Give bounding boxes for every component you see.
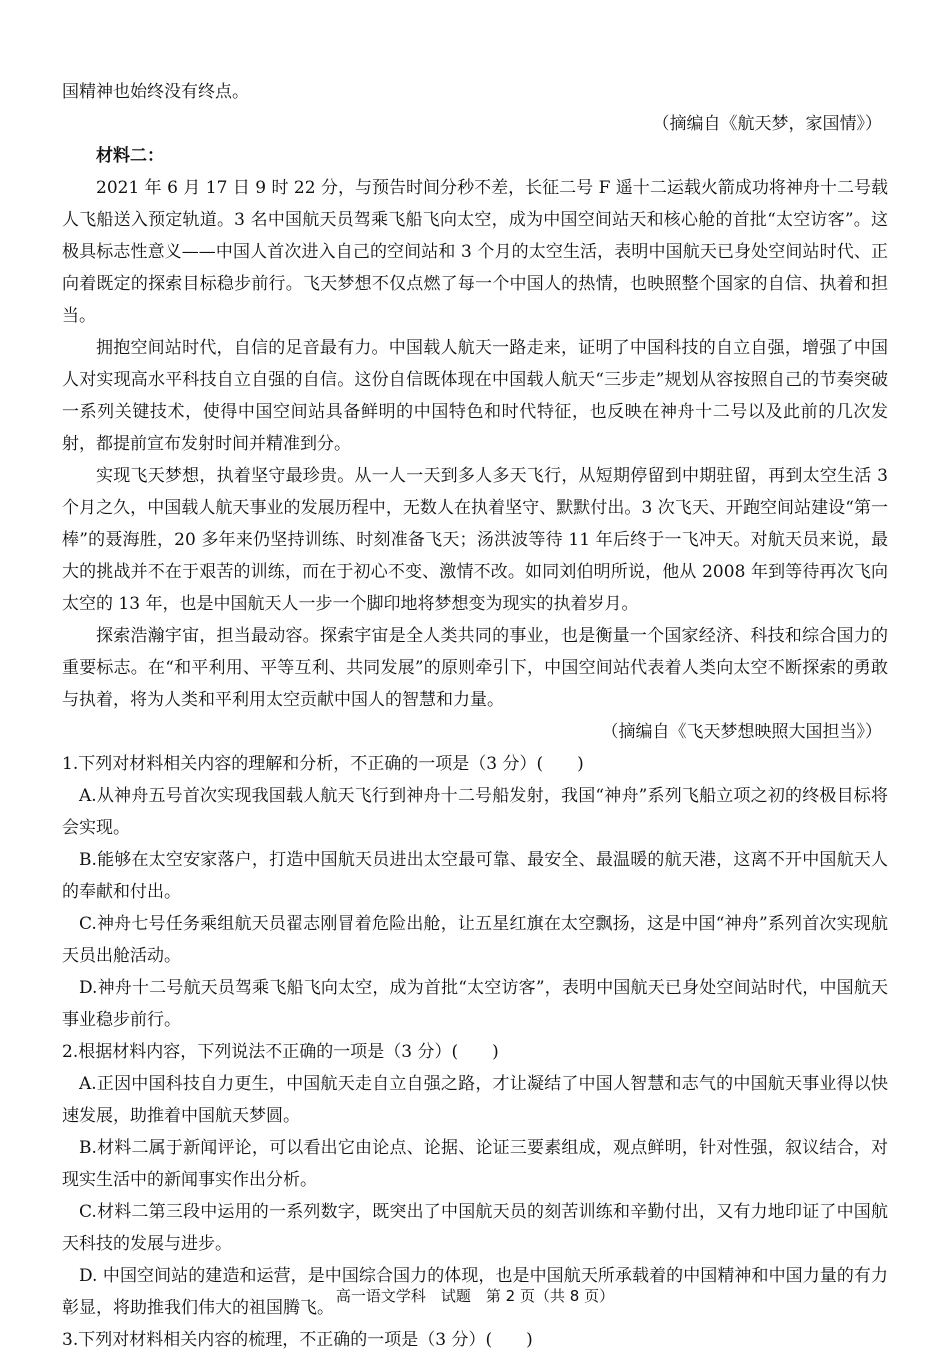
document-page bbox=[62, 76, 888, 1356]
question-2-option-a: A.正因中国科技自力更生，中国航天走自立自强之路，才让凝结了中国人智慧和志气的中国航天事业得以快速发展，助推着中国航天梦圆。 bbox=[62, 1074, 888, 1126]
material2-paragraph-2: 拥抱空间站时代，自信的足音最有力。中国载人航天一路走来，证明了中国科技的自立自强，增强了中国人对实现高水平科技自立自强的自信。这份自信既体现在中国载人航天“三步走”规划从容按照自己的节奏突破一系列关键技术，使得中国空间站具备鲜明的中国特色和时代特征，也反映在神舟十二号以及此前的几次发射，都提前宣布发射时间并精准到分。 bbox=[62, 338, 888, 454]
question-2-stem: 2.根据材料内容，下列说法不正确的一项是（3 分）( ) bbox=[62, 1042, 499, 1062]
material2-heading: 材料二： bbox=[96, 146, 164, 166]
material2-paragraph-4: 探索浩瀚宇宙，担当最动容。探索宇宙是全人类共同的事业，也是衡量一个国家经济、科技和综合国力的重要标志。在“和平利用、平等互利、共同发展”的原则牵引下，中国空间站代表着人类向太空不断探索的勇敢与执着，将为人类和平利用太空贡献中国人的智慧和力量。 bbox=[62, 626, 888, 710]
material2-paragraph-1: 2021 年 6 月 17 日 9 时 22 分，与预告时间分秒不差，长征二号 F 遥十二运载火箭成功将神舟十二号载人飞船送入预定轨道。3 名中国航天员驾乘飞船飞向太空，成为中国空间站天和核心舱的首批“太空访客”。这极具标志性意义——中国人首次进入自己的空间站和 3 个月的太空生活，表明中国航天已身处空间站时代、正向着既定的探索目标稳步前行。飞天梦想不仅点燃了每一个中国人的热情，也映照整个国家的自信、执着和担当。 bbox=[62, 178, 888, 326]
material2-source: （摘编自《飞天梦想映照大国担当》） bbox=[601, 722, 882, 742]
material2-paragraph-3: 实现飞天梦想，执着坚守最珍贵。从一人一天到多人多天飞行，从短期停留到中期驻留，再到太空生活 3 个月之久，中国载人航天事业的发展历程中，无数人在执着坚守、默默付出。3 次飞天、开跑空间站建设“第一棒”的聂海胜，20 多年来仍坚持训练、时刻准备飞天；汤洪波等待 11 年后终于一飞冲天。对航天员来说，最大的挑战并不在于艰苦的训练，而在于初心不变、激情不改。如同刘伯明所说，他从 2008 年到等待再次飞向太空的 13 年，也是中国航天人一步一个脚印地将梦想变为现实的执着岁月。 bbox=[62, 466, 888, 614]
question-2-option-c: C.材料二第三段中运用的一系列数字，既突出了中国航天员的刻苦训练和辛勤付出，又有力地印证了中国航天科技的发展与进步。 bbox=[62, 1202, 888, 1254]
question-2-option-b: B.材料二属于新闻评论，可以看出它由论点、论据、论证三要素组成，观点鲜明，针对性强，叙议结合，对现实生活中的新闻事实作出分析。 bbox=[62, 1138, 888, 1190]
question-1-option-a: A.从神舟五号首次实现我国载人航天飞行到神舟十二号船发射，我国“神舟”系列飞船立项之初的终极目标将会实现。 bbox=[62, 786, 888, 838]
question-1-option-d: D.神舟十二号航天员驾乘飞船飞向太空，成为首批“太空访客”，表明中国航天已身处空间站时代，中国航天事业稳步前行。 bbox=[62, 978, 888, 1030]
question-3-stem: 3.下列对材料相关内容的梳理，不正确的一项是（3 分）( ) bbox=[62, 1330, 533, 1350]
question-2-option-d: D. 中国空间站的建造和运营，是中国综合国力的体现，也是中国航天所承载着的中国精神和中国力量的有力彰显，将助推我们伟大的祖国腾飞。 bbox=[62, 1266, 888, 1318]
page-footer: 高一语文学科 试题 第 2 页（共 8 页） bbox=[335, 1287, 615, 1305]
material1-source: （摘编自《航天梦，家国情》） bbox=[652, 114, 882, 134]
question-1-stem: 1.下列对材料相关内容的理解和分析，不正确的一项是（3 分）( ) bbox=[62, 754, 584, 774]
material1-tail: 国精神也始终没有终点。 bbox=[62, 82, 249, 102]
question-1-option-c: C.神舟七号任务乘组航天员翟志刚冒着危险出舱，让五星红旗在太空飘扬，这是中国“神舟”系列首次实现航天员出舱活动。 bbox=[62, 914, 888, 966]
question-1-option-b: B.能够在太空安家落户，打造中国航天员进出太空最可靠、最安全、最温暖的航天港，这离不开中国航天人的奉献和付出。 bbox=[62, 850, 888, 902]
